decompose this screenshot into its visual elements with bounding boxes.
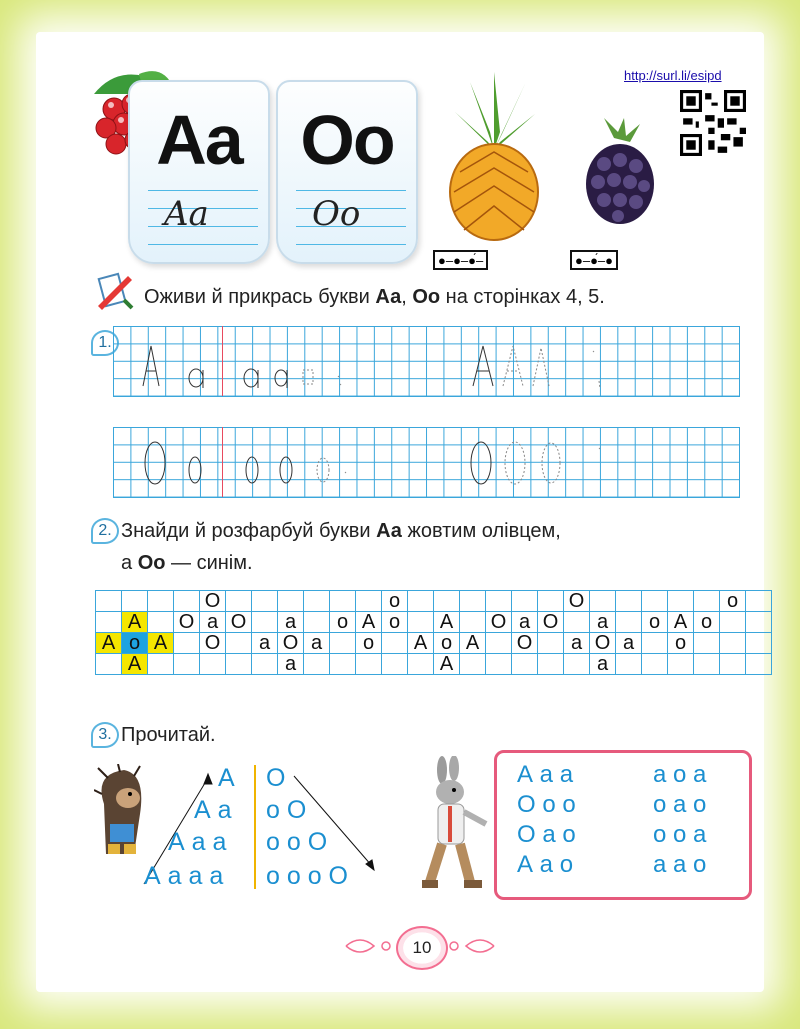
table-cell: о xyxy=(434,633,460,654)
table-cell: о xyxy=(694,612,720,633)
table-cell: а xyxy=(590,612,616,633)
table-cell xyxy=(642,654,668,675)
box-row-left: А а о xyxy=(517,851,574,878)
table-cell: О xyxy=(278,633,304,654)
card-script-letter: Oo xyxy=(312,194,361,234)
table-cell xyxy=(564,654,590,675)
pyramid-left-row: А xyxy=(218,764,235,792)
task-number: 1. xyxy=(91,330,119,356)
table-cell xyxy=(694,591,720,612)
letter-search-table xyxy=(95,590,772,675)
table-cell xyxy=(330,654,356,675)
letter-card-o xyxy=(276,80,418,264)
table-cell xyxy=(486,591,512,612)
table-cell: а xyxy=(616,633,642,654)
table-cell: А xyxy=(408,633,434,654)
table-cell xyxy=(460,591,486,612)
table-cell: А xyxy=(122,612,148,633)
box-row-right: о а о xyxy=(653,791,707,818)
table-cell xyxy=(226,591,252,612)
task-number: 2. xyxy=(91,518,119,544)
table-cell: О xyxy=(226,612,252,633)
table-cell xyxy=(694,633,720,654)
table-cell: о xyxy=(382,591,408,612)
page-number: 10 xyxy=(396,926,448,970)
table-cell xyxy=(96,591,122,612)
table-cell: а xyxy=(564,633,590,654)
table-cell: А xyxy=(148,633,174,654)
table-cell xyxy=(512,654,538,675)
table-cell: О xyxy=(486,612,512,633)
table-cell xyxy=(512,591,538,612)
table-cell: а xyxy=(200,612,226,633)
qr-code-icon[interactable] xyxy=(680,90,746,156)
pyramid-left-row: А а xyxy=(194,796,232,824)
table-cell xyxy=(148,591,174,612)
table-cell xyxy=(668,654,694,675)
box-row-left: О о о xyxy=(517,791,576,818)
table-cell xyxy=(642,633,668,654)
table-cell: о xyxy=(382,612,408,633)
table-cell xyxy=(694,654,720,675)
blackberry-icon xyxy=(574,118,664,228)
table-cell xyxy=(226,633,252,654)
table-cell xyxy=(486,654,512,675)
table-cell xyxy=(148,612,174,633)
table-cell: О xyxy=(174,612,200,633)
table-cell xyxy=(616,591,642,612)
table-cell xyxy=(460,654,486,675)
table-cell xyxy=(720,612,746,633)
table-cell: О xyxy=(590,633,616,654)
paint-brush-icon xyxy=(94,270,136,310)
table-cell: О xyxy=(512,633,538,654)
table-cell xyxy=(564,612,590,633)
pyramid-divider xyxy=(254,765,256,889)
pyramid-right-row: о о О xyxy=(266,828,328,856)
pyramid-right-row: О xyxy=(266,764,286,792)
table-cell xyxy=(668,591,694,612)
table-cell: А xyxy=(434,612,460,633)
sound-scheme: ●–●́–● xyxy=(570,250,618,270)
table-cell xyxy=(96,612,122,633)
table-cell xyxy=(486,633,512,654)
table-cell xyxy=(720,654,746,675)
table-cell xyxy=(304,591,330,612)
table-cell: а xyxy=(278,612,304,633)
table-cell xyxy=(174,591,200,612)
table-cell xyxy=(252,612,278,633)
table-cell: А xyxy=(460,633,486,654)
table-cell: А xyxy=(434,654,460,675)
table-cell xyxy=(408,591,434,612)
table-cell xyxy=(382,654,408,675)
table-cell: о xyxy=(356,633,382,654)
table-cell xyxy=(746,633,772,654)
table-cell: А xyxy=(122,654,148,675)
table-cell: О xyxy=(538,612,564,633)
table-cell: а xyxy=(590,654,616,675)
table-cell xyxy=(642,591,668,612)
table-cell: О xyxy=(564,591,590,612)
table-cell xyxy=(590,591,616,612)
table-cell: А xyxy=(96,633,122,654)
table-cell xyxy=(252,654,278,675)
table-cell: О xyxy=(200,633,226,654)
table-cell: а xyxy=(512,612,538,633)
letter-card-a xyxy=(128,80,270,264)
reading-box xyxy=(494,750,752,900)
decorate-instruction: Оживи й прикрась букви Аа, Оо на сторінках 4, 5. xyxy=(144,286,605,308)
table-cell xyxy=(616,612,642,633)
table-cell xyxy=(96,654,122,675)
pineapple-icon xyxy=(440,72,548,242)
table-cell: о xyxy=(720,591,746,612)
table-cell xyxy=(616,654,642,675)
trace-letters xyxy=(113,326,739,497)
table-cell xyxy=(122,591,148,612)
table-cell xyxy=(330,591,356,612)
table-cell xyxy=(434,591,460,612)
box-row-left: О а о xyxy=(517,821,576,848)
pyramid-left-row: А а а а xyxy=(144,862,224,890)
table-cell xyxy=(252,591,278,612)
table-cell xyxy=(356,591,382,612)
card-script-letter: Aa xyxy=(164,194,209,234)
box-row-right: а а о xyxy=(653,851,707,878)
table-cell xyxy=(538,633,564,654)
table-cell xyxy=(278,591,304,612)
table-cell xyxy=(720,633,746,654)
reference-link[interactable]: http://surl.li/esipd xyxy=(624,68,722,83)
table-cell xyxy=(330,633,356,654)
table-row xyxy=(96,654,772,675)
table-row xyxy=(96,591,772,612)
table-cell: О xyxy=(200,591,226,612)
table-cell xyxy=(356,654,382,675)
table-row xyxy=(96,633,772,654)
table-cell xyxy=(746,591,772,612)
rabbit-icon xyxy=(420,756,496,892)
box-row-right: о о а xyxy=(653,821,707,848)
table-cell: о xyxy=(122,633,148,654)
table-cell: а xyxy=(304,633,330,654)
pyramid-right-row: о О xyxy=(266,796,307,824)
table-cell: а xyxy=(278,654,304,675)
task2-line1: Знайди й розфарбуй букви Аа жовтим олівцем, xyxy=(121,520,561,542)
table-cell: о xyxy=(330,612,356,633)
pyramid-right-row: о о о О xyxy=(266,862,348,890)
table-cell: А xyxy=(356,612,382,633)
table-cell xyxy=(304,612,330,633)
table-cell xyxy=(304,654,330,675)
card-big-letter: Aa xyxy=(156,101,242,179)
table-cell: А xyxy=(668,612,694,633)
card-big-letter: Oo xyxy=(300,101,394,179)
table-cell xyxy=(382,633,408,654)
table-cell xyxy=(174,654,200,675)
table-cell xyxy=(746,612,772,633)
task-number: 3. xyxy=(91,722,119,748)
sound-scheme: ●–●–●́– xyxy=(433,250,488,270)
table-cell: а xyxy=(252,633,278,654)
table-cell xyxy=(538,654,564,675)
task2-line2: а Оо — синім. xyxy=(121,552,253,574)
table-cell xyxy=(408,612,434,633)
table-cell: о xyxy=(642,612,668,633)
table-cell xyxy=(746,654,772,675)
table-cell xyxy=(226,654,252,675)
table-cell xyxy=(174,633,200,654)
table-cell xyxy=(460,612,486,633)
table-cell xyxy=(148,654,174,675)
box-row-left: А а а xyxy=(517,761,574,788)
task3-title: Прочитай. xyxy=(121,724,216,746)
table-cell xyxy=(538,591,564,612)
table-cell xyxy=(408,654,434,675)
pyramid-left-row: А а а xyxy=(168,828,227,856)
box-row-right: а о а xyxy=(653,761,707,788)
table-cell xyxy=(200,654,226,675)
table-cell: о xyxy=(668,633,694,654)
table-row xyxy=(96,612,772,633)
